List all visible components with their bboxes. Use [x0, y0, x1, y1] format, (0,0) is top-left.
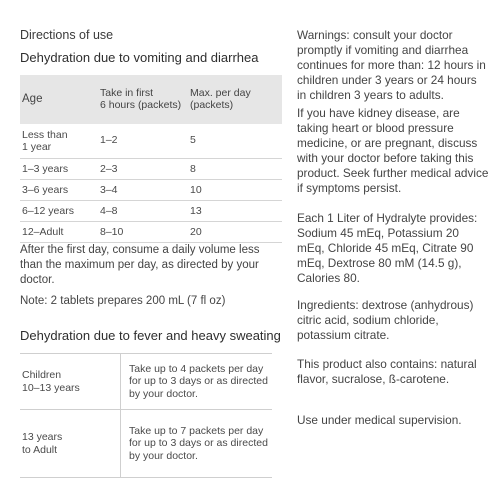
table-cell-first6h: 1–2 — [100, 124, 190, 159]
table-cell-age: 12–Adult — [20, 222, 100, 243]
composition-text: Each 1 Liter of Hydralyte provides: Sodium 45 mEq, Potassium 20 mEq, Chloride 45 mEq, Citrate 90 mEq, Dextrose 80 mM (14.5 g), Calories 80. — [297, 211, 478, 285]
table-cell-age: 3–6 years — [20, 180, 100, 201]
table-row — [20, 124, 282, 159]
table-cell-instruction: Take up to 4 packets per day for up to 3 days or as directed by your doctor. — [129, 362, 268, 400]
table-row — [20, 410, 272, 478]
table-cell-first6h: 2–3 — [100, 159, 190, 180]
after-first-day-text: After the first day, consume a daily volume less than the maximum per day, as directed by your doctor. — [20, 244, 260, 286]
table-row — [20, 354, 272, 410]
table-cell-instruction: Take up to 7 packets per day for up to 3 days or as directed by your doctor. — [129, 424, 268, 462]
table-cell-maxday: 10 — [190, 180, 282, 201]
section2-title: Dehydration due to fever and heavy sweating — [20, 328, 281, 343]
section1-title: Dehydration due to vomiting and diarrhea — [20, 50, 259, 65]
tablet-note: Note: 2 tablets prepares 200 mL (7 fl oz) — [20, 295, 226, 307]
table-cell-age: 1–3 years — [20, 159, 100, 180]
table-cell-group: 13 years to Adult — [20, 410, 121, 478]
table-cell-age: 6–12 years — [20, 201, 100, 222]
table1-header-first6h: Take in first 6 hours (packets) — [100, 87, 182, 111]
table-cell-maxday: 5 — [190, 124, 282, 159]
table-cell-first6h: 8–10 — [100, 222, 190, 243]
table1-header-maxday: Max. per day (packets) — [190, 87, 251, 111]
table-cell-maxday: 20 — [190, 222, 282, 243]
vomiting-dosage-table — [20, 75, 282, 243]
directions-column — [20, 28, 282, 462]
supervision-text: Use under medical supervision. — [297, 413, 462, 427]
table-cell-group: Children 10–13 years — [20, 354, 121, 410]
table1-header-row — [20, 75, 282, 124]
table-row — [20, 159, 282, 180]
table1-header-age: Age — [22, 93, 43, 105]
table-row — [20, 201, 282, 222]
fever-dosage-table — [20, 353, 272, 478]
table-cell-maxday: 13 — [190, 201, 282, 222]
also-contains-text: This product also contains: natural flavor, sucralose, ß-carotene. — [297, 357, 477, 386]
kidney-warning-text: If you have kidney disease, are taking heart or blood pressure medicine, or are pregnant, discuss with your doctor before taking this product. Seek further medical advice if symptoms persist. — [297, 106, 489, 195]
table-cell-first6h: 4–8 — [100, 201, 190, 222]
directions-title: Directions of use — [20, 28, 114, 42]
table-row — [20, 180, 282, 201]
ingredients-text: Ingredients: dextrose (anhydrous) citric acid, sodium chloride, potassium citrate. — [297, 298, 474, 342]
table-cell-first6h: 3–4 — [100, 180, 190, 201]
table-cell-maxday: 8 — [190, 159, 282, 180]
table-cell-age: Less than 1 year — [20, 124, 100, 159]
warnings-text: Warnings: consult your doctor promptly if vomiting and diarrhea continues for more than: 12 hours in children under 3 years or 24 hours in children 3 years to adults. — [297, 28, 486, 102]
table-row — [20, 222, 282, 243]
